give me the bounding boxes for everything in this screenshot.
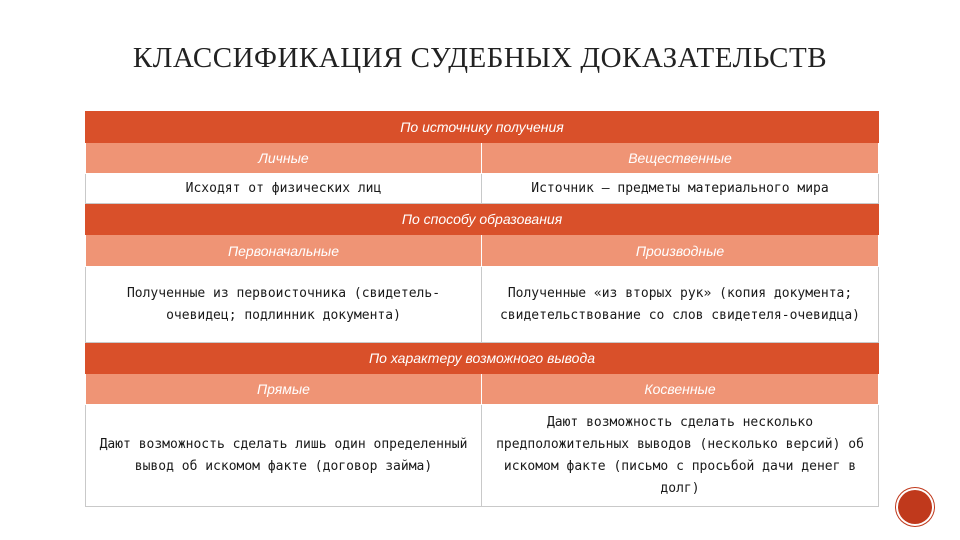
desc-personal: Исходят от физических лиц [86,174,482,204]
category-row [86,374,879,405]
category-initial: Первоначальные [86,235,482,267]
section-header-row [86,343,879,374]
desc-initial: Полученные из первоисточника (свидетель-очевидец; подлинник документа) [86,267,482,343]
category-personal: Личные [86,143,482,174]
description-row [86,405,879,507]
desc-material: Источник – предметы материального мира [482,174,879,204]
section-header-conclusion: По характеру возможного вывода [86,343,879,374]
category-derivative: Производные [482,235,879,267]
slide-number-badge-icon [898,490,932,524]
desc-direct: Дают возможность сделать лишь один определенный вывод об искомом факте (договор займа) [86,405,482,507]
category-row [86,143,879,174]
section-header-source: По источнику получения [86,112,879,143]
section-header-formation: По способу образования [86,204,879,235]
section-header-row [86,112,879,143]
description-row [86,174,879,204]
description-row [86,267,879,343]
slide-title: КЛАССИФИКАЦИЯ СУДЕБНЫХ ДОКАЗАТЕЛЬСТВ [132,42,828,74]
category-indirect: Косвенные [482,374,879,405]
category-direct: Прямые [86,374,482,405]
desc-derivative: Полученные «из вторых рук» (копия документа; свидетельствование со слов свидетеля-очевидца) [482,267,879,343]
section-header-row [86,204,879,235]
category-material: Вещественные [482,143,879,174]
desc-indirect: Дают возможность сделать несколько предположительных выводов (несколько версий) об искомом факте (письмо с просьбой дачи денег в долг) [482,405,879,507]
category-row [86,235,879,267]
classification-table [85,111,879,507]
